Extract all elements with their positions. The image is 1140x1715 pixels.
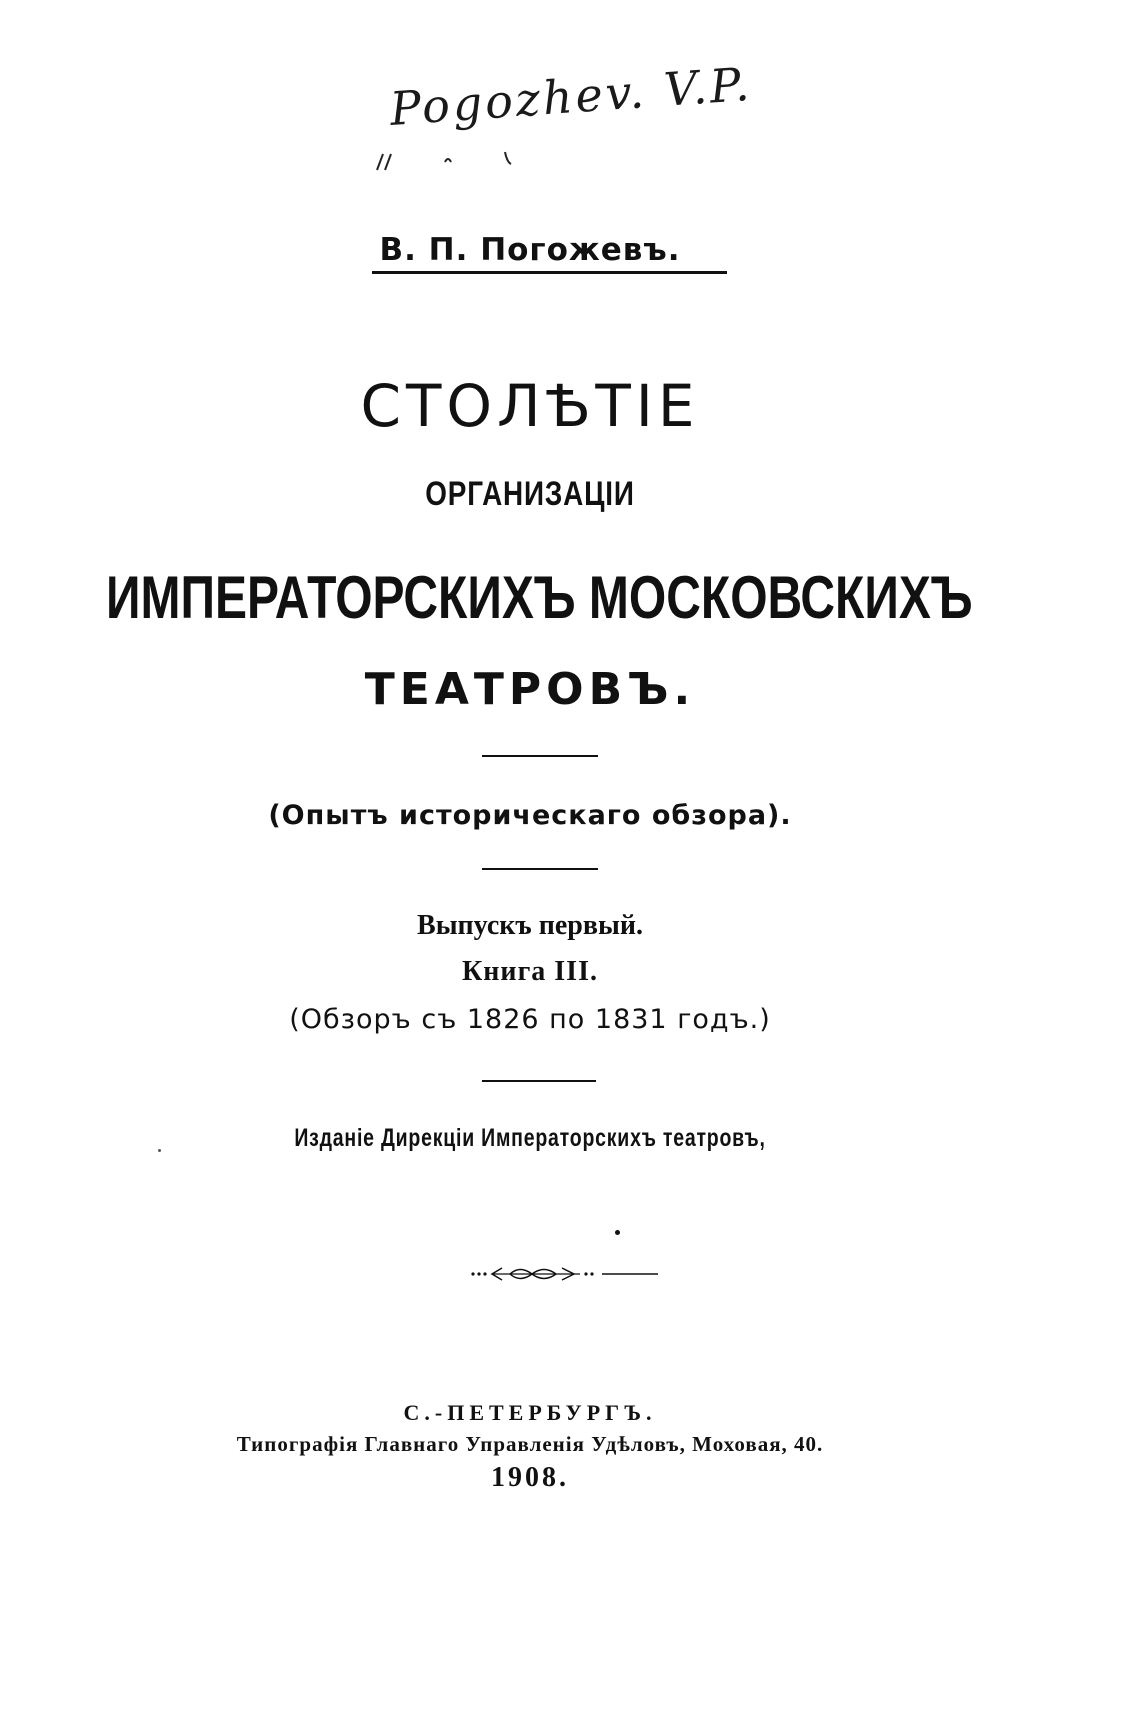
title-line-4: ТЕАТРОВЪ. [364, 664, 696, 715]
author-name: В. П. Погожевъ. [379, 232, 681, 268]
imprint-year: 1908. [491, 1462, 569, 1493]
divider-rule [482, 868, 598, 870]
issue-label: Выпускъ первый. [417, 910, 643, 941]
title-line-3: ИМПЕРАТОРСКИХЪ МОСКОВСКИХЪ [106, 564, 973, 631]
print-speck [158, 1149, 161, 1152]
imprint-city: С.-ПЕТЕРБУРГЪ. [403, 1400, 657, 1425]
divider-rule [482, 1080, 596, 1082]
handwritten-marks [375, 140, 575, 180]
book-label: Книга III. [462, 956, 598, 987]
title-line-1: СТОЛѢТІЕ [360, 372, 700, 440]
print-dot [615, 1230, 620, 1235]
author-underline [372, 271, 727, 274]
title-line-2: ОРГАНИЗАЦІИ [425, 475, 635, 513]
handwritten-annotation: Pogozhev. V.P. [388, 56, 754, 136]
subtitle: (Опытъ историческаго обзора). [268, 800, 792, 831]
period-label: (Обзоръ съ 1826 по 1831 годъ.) [289, 1004, 771, 1035]
publisher-line: Изданіе Дирекціи Императорскихъ театровъ, [294, 1124, 766, 1152]
ornament-divider-icon [470, 1262, 660, 1286]
imprint-printer: Типографія Главнаго Управленія Удѣловъ, Моховая, 40. [236, 1432, 824, 1456]
divider-rule [482, 755, 598, 757]
